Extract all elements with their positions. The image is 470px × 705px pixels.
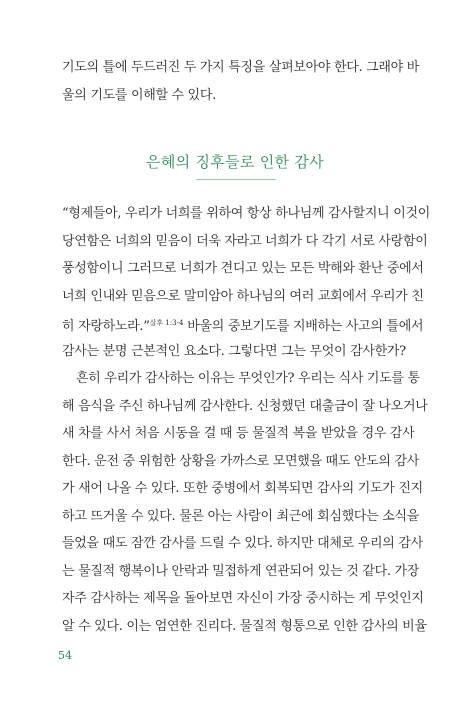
text-line: 새 차를 사서 처음 시동을 걸 때 등 물질적 복을 받았을 경우 감사 bbox=[62, 426, 415, 441]
text-line: 들었을 때도 잠깐 감사를 드릴 수 있다. 하지만 대체로 우리의 감사 bbox=[62, 536, 423, 551]
section-heading: 은혜의 징후들로 인한 감사 bbox=[146, 153, 324, 171]
text-line: 가 새어 나올 수 있다. 또한 중병에서 회복되면 감사의 기도가 진지 bbox=[62, 481, 423, 496]
quote-end: 히 자랑하노라.” bbox=[62, 319, 150, 334]
text-line-with-reference bbox=[62, 310, 424, 338]
text-line: 너희 인내와 믿음으로 말미암아 하나님의 여러 교회에서 우리가 친 bbox=[62, 288, 424, 304]
text-line: “형제들아, 우리가 너희를 위하여 항상 하나님께 감사할지니 이것이 bbox=[62, 206, 430, 221]
intro-paragraph bbox=[62, 54, 420, 109]
text-line: 흔히 우리가 감사하는 이유는 무엇인가? 우리는 식사 기도를 통 bbox=[76, 371, 420, 386]
scripture-reference: 살후 1:3-4 bbox=[149, 319, 184, 327]
heading-underline bbox=[196, 179, 276, 180]
quote-continuation: 바울의 중보기도를 지배하는 사고의 틀에서 bbox=[187, 319, 424, 334]
text-line: 는 물질적 행복이나 안락과 밀접하게 연관되어 있는 것 같다. 가장 bbox=[62, 563, 420, 579]
text-line: 한다. 운전 중 위험한 상황을 가까스로 모면했을 때도 안도의 감사 bbox=[62, 453, 420, 469]
text-line: 하고 뜨거울 수 있다. 물론 아는 사람이 최근에 회심했다는 소식을 bbox=[62, 508, 420, 524]
text-line: 자주 감사하는 제목을 돌아보면 자신이 가장 중시하는 게 무엇인지 bbox=[62, 591, 424, 606]
text-line: 당연함은 너희의 믿음이 더욱 자라고 너희가 다 각기 서로 사랑함이 bbox=[62, 233, 428, 249]
text-line: 해 음식을 주신 하나님께 감사한다. 신청했던 대출금이 잘 나오거나 bbox=[62, 398, 428, 414]
text-line: 풍성함이니 그러므로 너희가 견디고 있는 모든 박해와 환난 중에서 bbox=[62, 261, 424, 276]
text-line: 감사는 분명 근본적인 요소다. 그렇다면 그는 무엇이 감사한가? bbox=[62, 343, 406, 359]
body-paragraph bbox=[62, 200, 430, 640]
text-line: 울의 기도를 이해할 수 있다. bbox=[62, 87, 216, 103]
page-number: 54 bbox=[58, 649, 72, 662]
text-line: 기도의 틀에 두드러진 두 가지 특징을 살펴보아야 한다. 그래야 바 bbox=[62, 60, 420, 75]
text-line: 알 수 있다. 이는 엄연한 진리다. 물질적 형통으로 인한 감사의 비율 bbox=[62, 618, 427, 634]
